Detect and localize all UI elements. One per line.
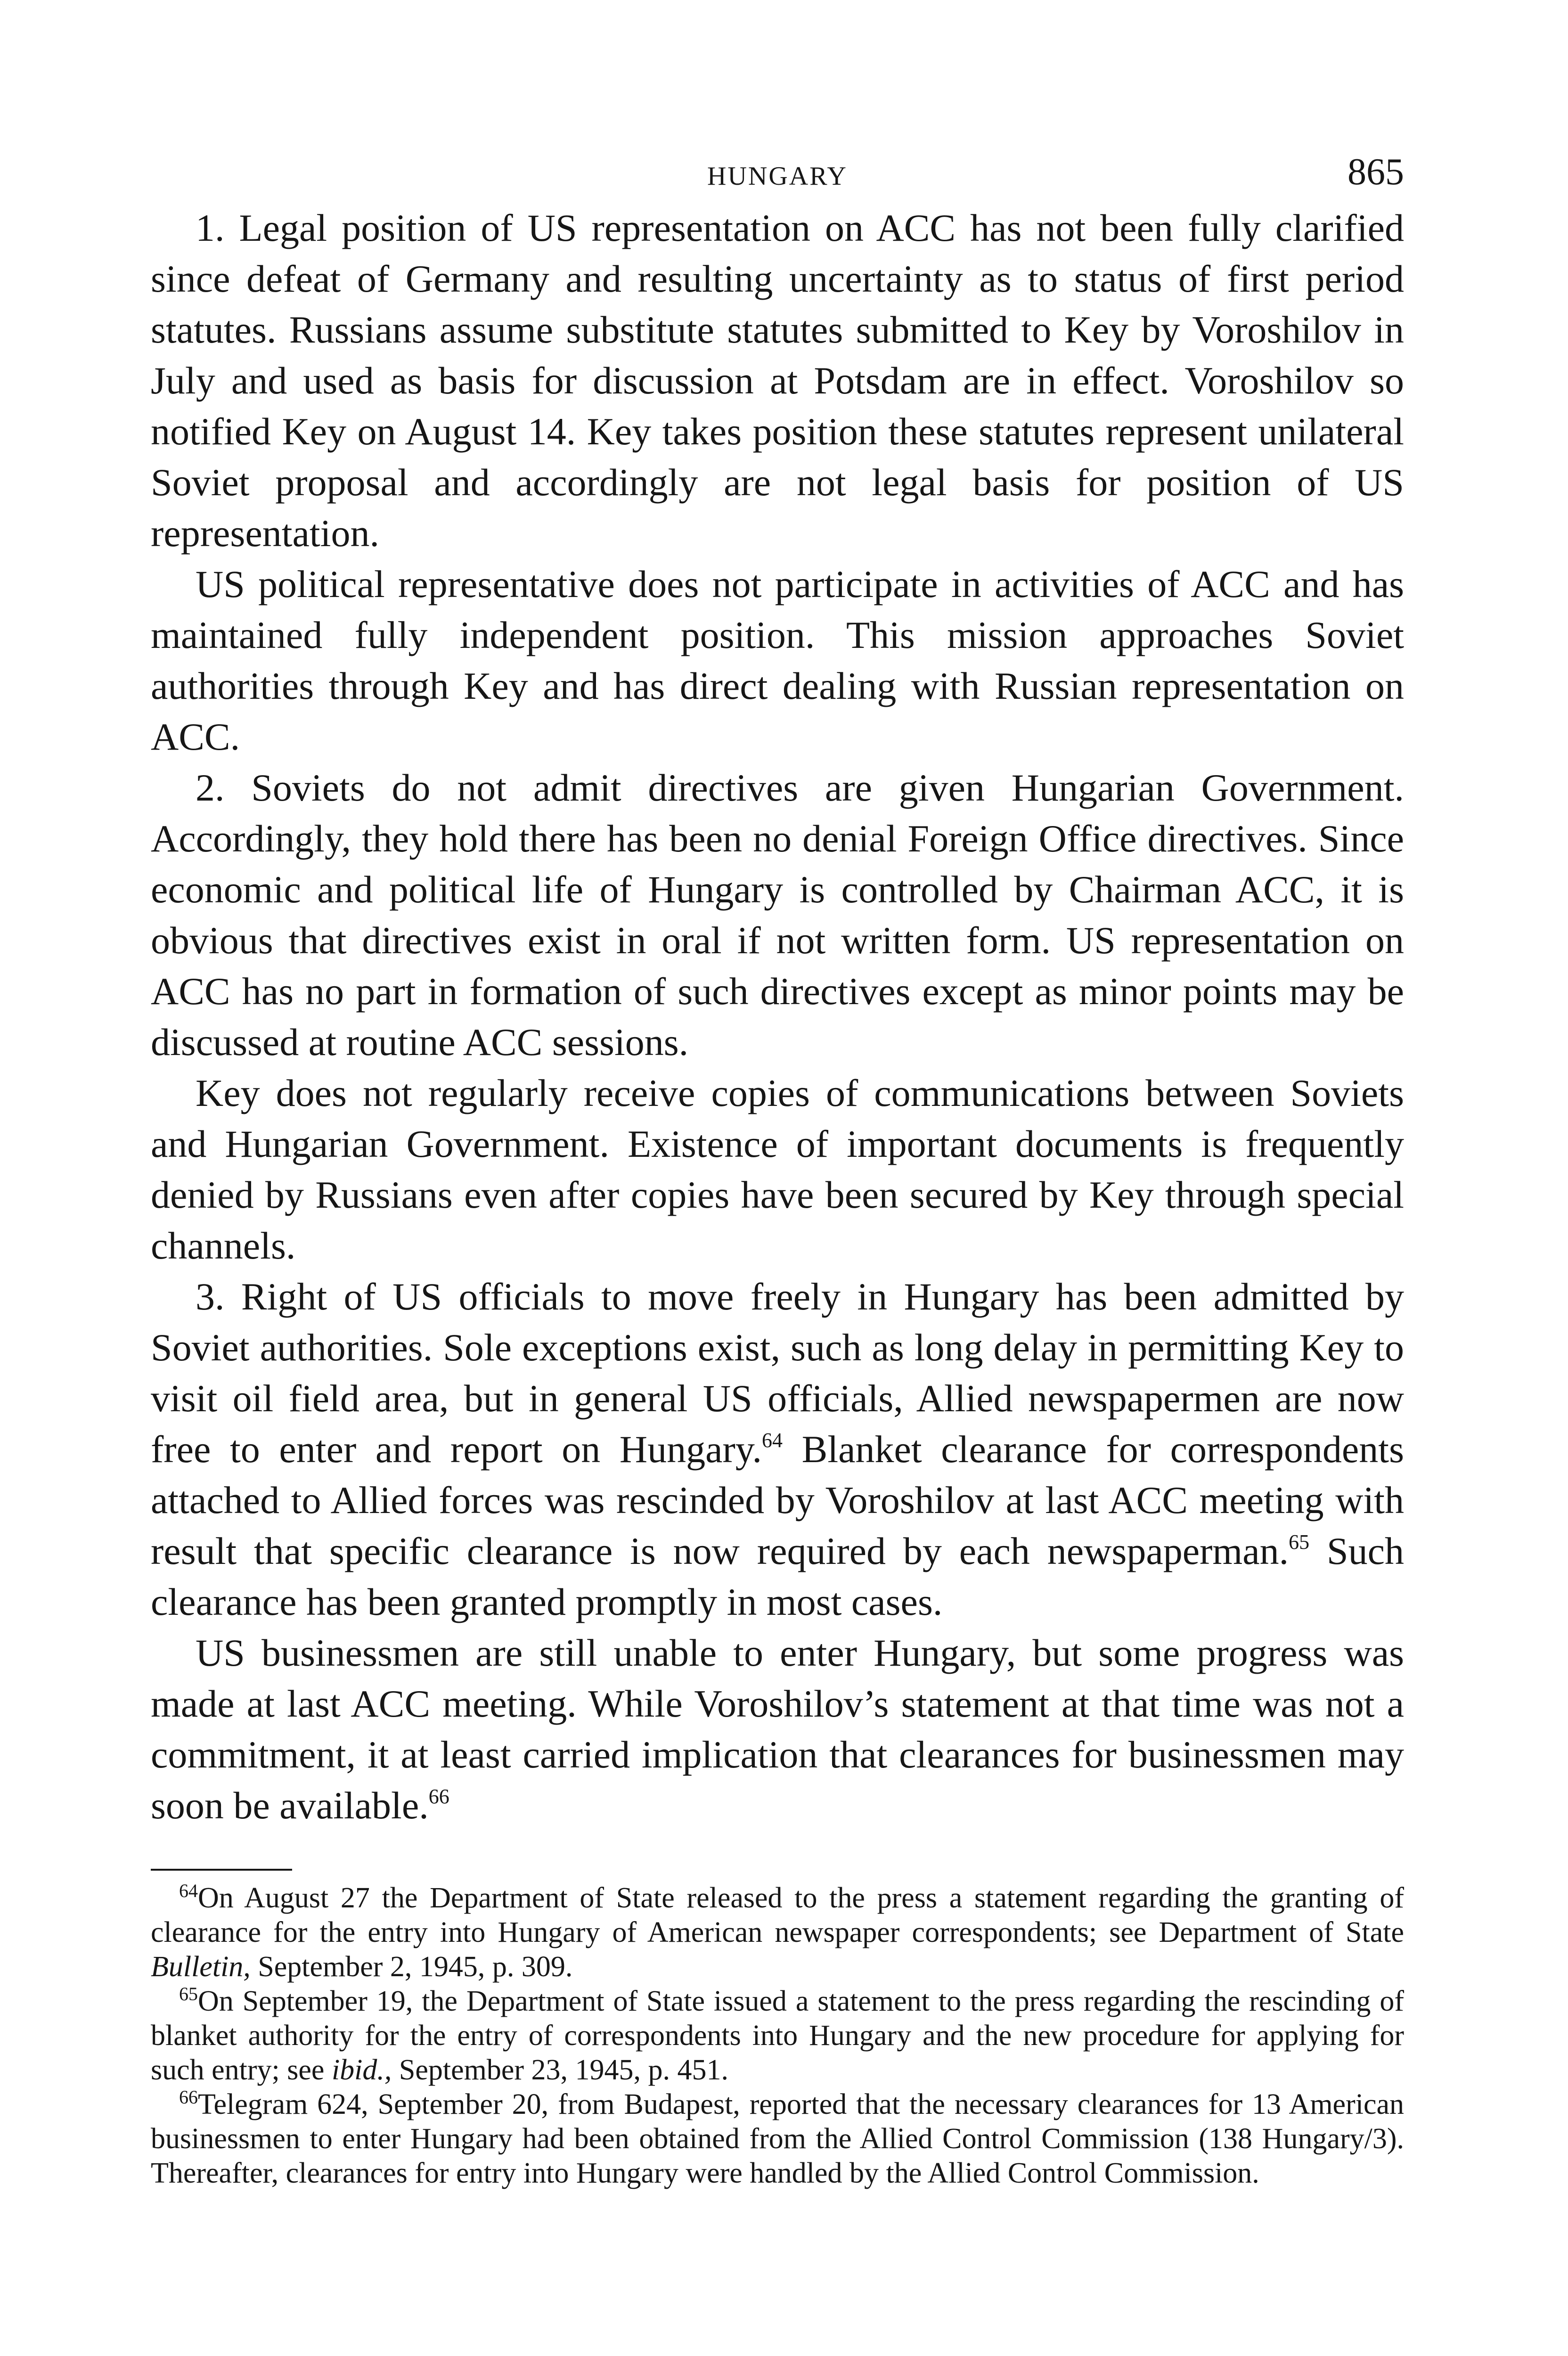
paragraph-6-text: US businessmen are still unable to enter Hungary, but some progress was made at last ACC meeting. While Voroshilov’s statement at that time was not a commitment, it at least carried implication that clearances for businessmen may soon be available. — [151, 1631, 1404, 1827]
footnote-text: September 2, 1945, p. 309. — [250, 1951, 573, 1983]
paragraph-5-part-2: Blanket clearance for correspondents attached to Allied forces was rescinded by Voroshilov at last ACC meeting with result that specific clearance is now required by each newspaperman. — [151, 1428, 1404, 1572]
footnote-marker: 65 — [179, 1983, 198, 2004]
footnote-text: September 23, 1945, p. 451. — [392, 2054, 729, 2086]
paragraph-5 — [151, 1271, 1404, 1628]
footnote-text: On August 27 the Department of State released to the press a statement regarding the granting of clearance for the entry into Hungary of American newspaper correspondents; see Department of State — [151, 1882, 1404, 1948]
footnote-ref-64: 64 — [762, 1429, 783, 1452]
footnote-text: On September 19, the Department of State issued a statement to the press regarding the rescinding of blanket authority for the entry of correspondents into Hungary and the new procedure for applying for such entry; see — [151, 1985, 1404, 2086]
paragraph-6 — [151, 1628, 1404, 1831]
paragraph-4: Key does not regularly receive copies of communications between Soviets and Hungarian Government. Existence of important documents is frequently denied by Russians even after copies have been secured by Key through special channels. — [151, 1072, 1404, 1267]
footnote-text: Telegram 624, September 20, from Budapest, reported that the necessary clearances for 13 American businessmen to enter Hungary had been obtained from the Allied Control Commission (138 Hungary/3). Thereafter, clearances for entry into Hungary were handled by the Allied Control Commission. — [151, 2088, 1404, 2189]
page-number: 865 — [1348, 151, 1404, 193]
paragraph-5-part-1: 3. Right of US officials to move freely in Hungary has been admitted by Soviet authorities. Sole exceptions exist, such as long delay in permitting Key to visit oil field area, but in general US officials, Allied newspapermen are now free to enter and report on Hungary. — [151, 1275, 1404, 1471]
footnote-66 — [151, 2087, 1404, 2191]
running-title: HUNGARY — [707, 162, 848, 191]
document-page — [151, 141, 1404, 2191]
footnote-64 — [151, 1881, 1404, 1984]
body-text — [151, 203, 1404, 1831]
paragraph-2: US political representative does not participate in activities of ACC and has maintained fully independent position. This mission approaches Soviet authorities through Key and has direct dealing with Russian representation on ACC. — [151, 563, 1404, 758]
paragraph-3: 2. Soviets do not admit directives are given Hungarian Government. Accordingly, they hold there has been no denial Foreign Office directives. Since economic and political life of Hungary is controlled by Chairman ACC, it is obvious that directives exist in oral if not written form. US representation on ACC has no part in formation of such directives except as minor points may be discussed at routine ACC sessions. — [151, 766, 1404, 1063]
footnote-ref-65: 65 — [1289, 1530, 1310, 1554]
footnote-marker: 64 — [179, 1880, 198, 1901]
footnote-divider — [151, 1869, 292, 1871]
footnotes — [151, 1881, 1404, 2191]
footnote-marker: 66 — [179, 2086, 198, 2108]
footnote-65 — [151, 1984, 1404, 2087]
footnote-italic: Bulletin, — [151, 1951, 251, 1983]
footnote-italic: ibid., — [331, 2054, 392, 2086]
paragraph-1: 1. Legal position of US representation on ACC has not been fully clarified since defeat of Germany and resulting uncertainty as to status of first period statutes. Russians assume substitute statutes submitted to Key by Voroshilov in July and used as basis for discussion at Potsdam are in effect. Voroshilov so notified Key on August 14. Key takes position these statutes represent unilateral Soviet proposal and accordingly are not legal basis for position of US representation. — [151, 206, 1404, 555]
footnote-ref-66: 66 — [428, 1785, 449, 1808]
running-head — [151, 141, 1404, 203]
paragraph-5-part-3: Such clearance has been granted promptly in most cases. — [151, 1530, 1405, 1623]
